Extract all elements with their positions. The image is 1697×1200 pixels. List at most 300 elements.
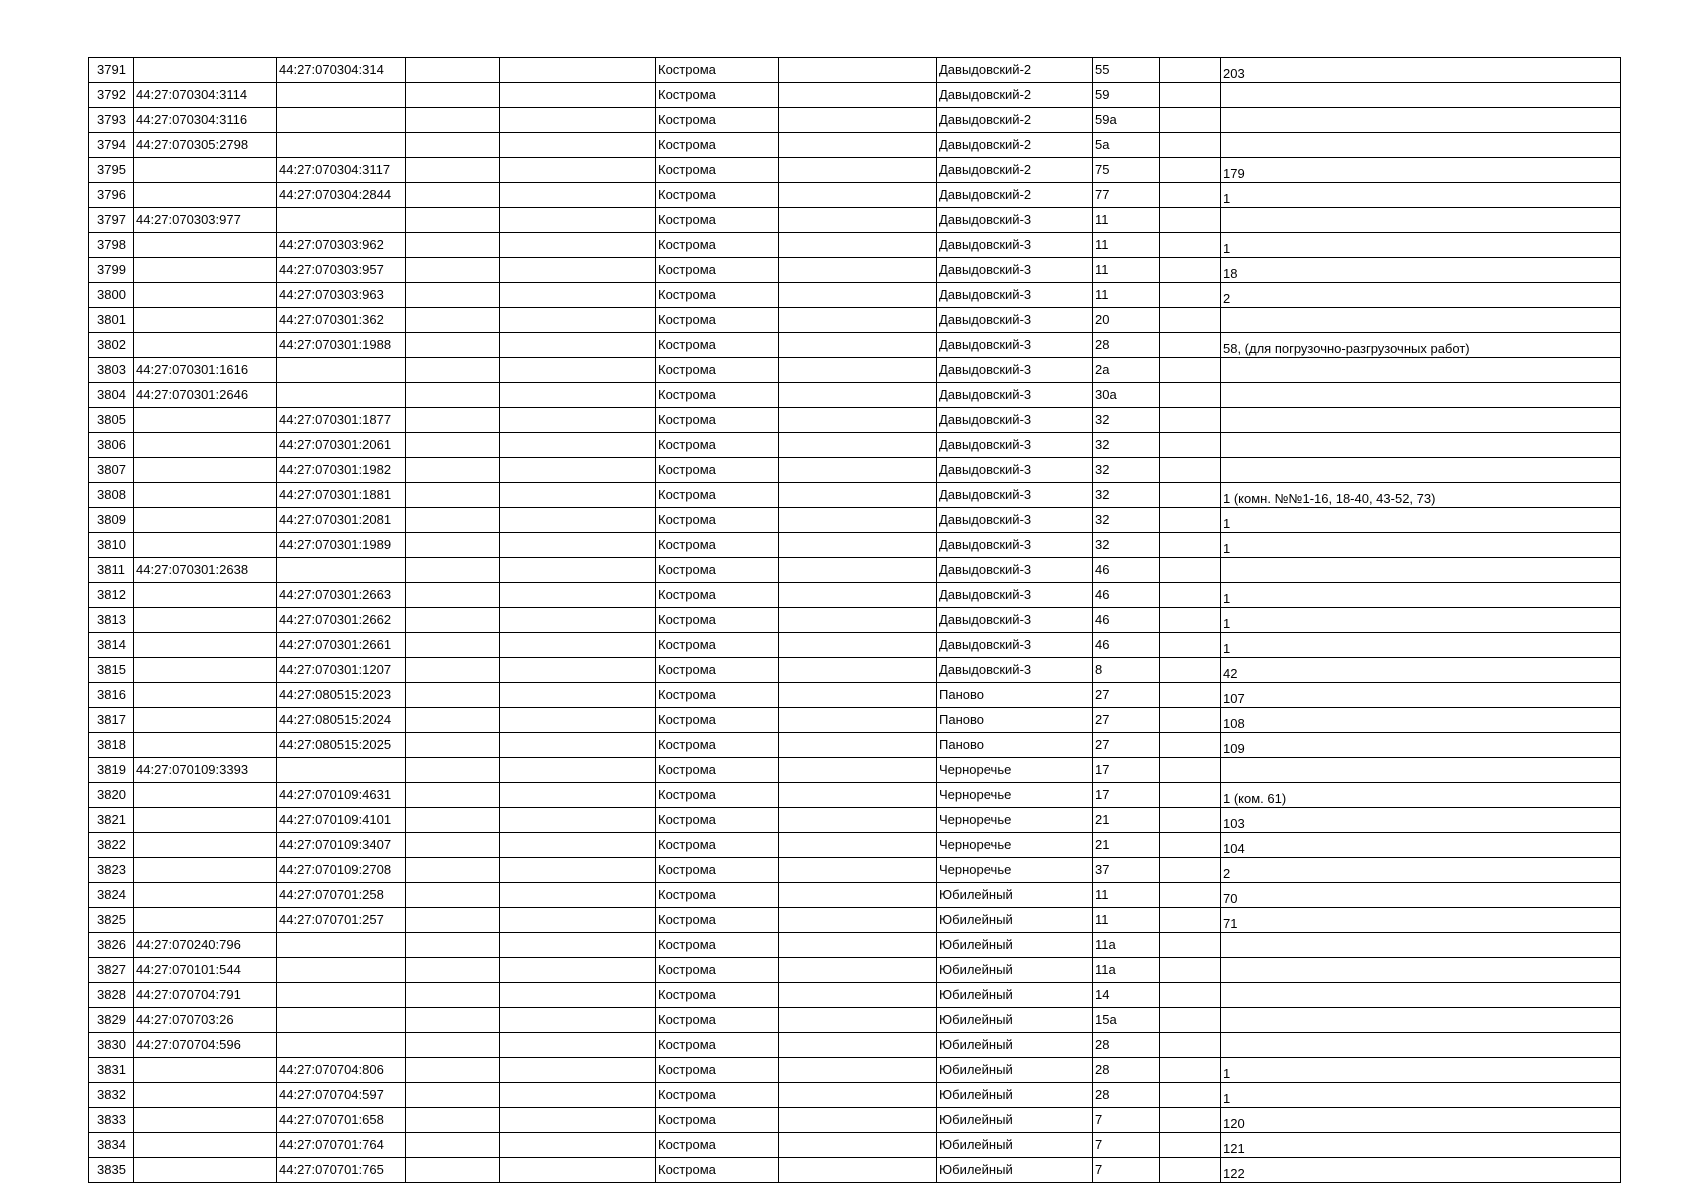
city-cell: Кострома [656,1058,779,1083]
record-number-cell: 3811 [89,558,134,583]
empty-cell [779,408,937,433]
record-number-cell: 3813 [89,608,134,633]
empty-cell [1160,158,1221,183]
street-cell: Давыдовский-2 [937,133,1093,158]
premises-cadastral-number-cell: 44:27:070301:1881 [277,483,406,508]
house-number-cell: 32 [1093,483,1160,508]
empty-cell [779,808,937,833]
city-cell: Кострома [656,658,779,683]
street-cell: Юбилейный [937,883,1093,908]
premises-number-cell: 109 [1221,733,1621,758]
empty-cell [406,808,500,833]
empty-cell [500,233,656,258]
premises-cadastral-number-cell: 44:27:070301:362 [277,308,406,333]
empty-cell [406,158,500,183]
house-number-cell: 30а [1093,383,1160,408]
premises-cadastral-number-cell: 44:27:070109:2708 [277,858,406,883]
city-cell: Кострома [656,1083,779,1108]
premises-number-cell: 18 [1221,258,1621,283]
empty-cell [1160,883,1221,908]
empty-cell [779,1108,937,1133]
empty-cell [1160,683,1221,708]
empty-cell [1160,408,1221,433]
city-cell: Кострома [656,558,779,583]
table-row [89,1008,1621,1033]
empty-cell [1160,183,1221,208]
cadastral-number-cell [134,658,277,683]
house-number-cell: 75 [1093,158,1160,183]
street-cell: Давыдовский-3 [937,658,1093,683]
premises-number-cell: 42 [1221,658,1621,683]
premises-number-cell [1221,983,1621,1008]
empty-cell [500,333,656,358]
street-cell: Юбилейный [937,908,1093,933]
table-row [89,483,1621,508]
empty-cell [779,733,937,758]
empty-cell [500,808,656,833]
premises-number-cell: 122 [1221,1158,1621,1183]
street-cell: Юбилейный [937,1158,1093,1183]
empty-cell [779,1058,937,1083]
register-table [88,57,1621,1183]
cadastral-number-cell [134,633,277,658]
record-number-cell: 3799 [89,258,134,283]
empty-cell [779,208,937,233]
city-cell: Кострома [656,233,779,258]
street-cell: Юбилейный [937,1108,1093,1133]
premises-cadastral-number-cell: 44:27:070109:4101 [277,808,406,833]
empty-cell [779,83,937,108]
empty-cell [779,558,937,583]
premises-number-cell: 1 [1221,183,1621,208]
empty-cell [779,1133,937,1158]
table-row [89,1033,1621,1058]
table-row [89,158,1621,183]
city-cell: Кострома [656,883,779,908]
record-number-cell: 3806 [89,433,134,458]
record-number-cell: 3805 [89,408,134,433]
empty-cell [779,458,937,483]
empty-cell [406,183,500,208]
empty-cell [406,258,500,283]
premises-cadastral-number-cell [277,758,406,783]
street-cell: Черноречье [937,858,1093,883]
house-number-cell: 32 [1093,433,1160,458]
house-number-cell: 15а [1093,1008,1160,1033]
premises-number-cell [1221,208,1621,233]
empty-cell [500,683,656,708]
house-number-cell: 28 [1093,333,1160,358]
empty-cell [779,783,937,808]
premises-number-cell [1221,933,1621,958]
premises-cadastral-number-cell [277,83,406,108]
table-row [89,633,1621,658]
premises-number-cell [1221,758,1621,783]
premises-cadastral-number-cell: 44:27:070701:764 [277,1133,406,1158]
house-number-cell: 11 [1093,883,1160,908]
table-row [89,558,1621,583]
empty-cell [1160,833,1221,858]
table-row [89,533,1621,558]
city-cell: Кострома [656,833,779,858]
empty-cell [500,908,656,933]
street-cell: Давыдовский-3 [937,583,1093,608]
record-number-cell: 3835 [89,1158,134,1183]
empty-cell [779,133,937,158]
city-cell: Кострома [656,208,779,233]
street-cell: Юбилейный [937,983,1093,1008]
cadastral-number-cell: 44:27:070301:1616 [134,358,277,383]
city-cell: Кострома [656,183,779,208]
premises-number-cell: 1 (ком. 61) [1221,783,1621,808]
cadastral-number-cell: 44:27:070304:3116 [134,108,277,133]
empty-cell [406,758,500,783]
city-cell: Кострома [656,908,779,933]
cadastral-number-cell [134,1108,277,1133]
premises-cadastral-number-cell [277,1008,406,1033]
street-cell: Давыдовский-3 [937,383,1093,408]
premises-number-cell [1221,308,1621,333]
empty-cell [500,758,656,783]
premises-number-cell: 107 [1221,683,1621,708]
table-row [89,283,1621,308]
empty-cell [406,483,500,508]
premises-number-cell [1221,958,1621,983]
empty-cell [406,633,500,658]
city-cell: Кострома [656,58,779,83]
premises-cadastral-number-cell: 44:27:070301:2061 [277,433,406,458]
empty-cell [406,308,500,333]
city-cell: Кострома [656,1133,779,1158]
cadastral-number-cell [134,433,277,458]
city-cell: Кострома [656,433,779,458]
street-cell: Давыдовский-3 [937,633,1093,658]
empty-cell [406,658,500,683]
premises-cadastral-number-cell: 44:27:070701:258 [277,883,406,908]
cadastral-number-cell [134,283,277,308]
empty-cell [406,933,500,958]
city-cell: Кострома [656,458,779,483]
cadastral-number-cell [134,1158,277,1183]
empty-cell [406,1083,500,1108]
empty-cell [1160,208,1221,233]
street-cell: Давыдовский-3 [937,233,1093,258]
table-row [89,733,1621,758]
empty-cell [779,1083,937,1108]
house-number-cell: 5а [1093,133,1160,158]
cadastral-number-cell: 44:27:070304:3114 [134,83,277,108]
house-number-cell: 28 [1093,1033,1160,1058]
empty-cell [500,1008,656,1033]
record-number-cell: 3808 [89,483,134,508]
record-number-cell: 3832 [89,1083,134,1108]
table-row [89,1133,1621,1158]
empty-cell [1160,308,1221,333]
empty-cell [500,433,656,458]
empty-cell [1160,433,1221,458]
street-cell: Давыдовский-2 [937,183,1093,208]
city-cell: Кострома [656,1108,779,1133]
street-cell: Черноречье [937,758,1093,783]
table-row [89,183,1621,208]
empty-cell [406,1133,500,1158]
premises-cadastral-number-cell: 44:27:070704:806 [277,1058,406,1083]
premises-cadastral-number-cell: 44:27:070109:4631 [277,783,406,808]
record-number-cell: 3819 [89,758,134,783]
premises-number-cell [1221,133,1621,158]
empty-cell [500,483,656,508]
street-cell: Давыдовский-3 [937,508,1093,533]
empty-cell [500,883,656,908]
table-row [89,708,1621,733]
record-number-cell: 3797 [89,208,134,233]
premises-cadastral-number-cell: 44:27:070701:257 [277,908,406,933]
record-number-cell: 3800 [89,283,134,308]
empty-cell [500,58,656,83]
empty-cell [406,1158,500,1183]
empty-cell [1160,533,1221,558]
cadastral-number-cell: 44:27:070704:596 [134,1033,277,1058]
cadastral-number-cell [134,1058,277,1083]
record-number-cell: 3794 [89,133,134,158]
house-number-cell: 37 [1093,858,1160,883]
empty-cell [779,283,937,308]
premises-number-cell: 1 [1221,608,1621,633]
empty-cell [500,708,656,733]
city-cell: Кострома [656,108,779,133]
cadastral-number-cell [134,908,277,933]
empty-cell [406,1033,500,1058]
empty-cell [500,308,656,333]
cadastral-number-cell [134,58,277,83]
premises-cadastral-number-cell: 44:27:070301:1207 [277,658,406,683]
empty-cell [779,858,937,883]
empty-cell [1160,1108,1221,1133]
empty-cell [779,958,937,983]
premises-cadastral-number-cell: 44:27:070301:2663 [277,583,406,608]
empty-cell [1160,658,1221,683]
cadastral-number-cell [134,1133,277,1158]
empty-cell [1160,583,1221,608]
premises-number-cell: 70 [1221,883,1621,908]
cadastral-number-cell [134,233,277,258]
empty-cell [500,1158,656,1183]
premises-cadastral-number-cell [277,558,406,583]
table-row [89,233,1621,258]
city-cell: Кострома [656,608,779,633]
city-cell: Кострома [656,633,779,658]
empty-cell [500,1058,656,1083]
house-number-cell: 21 [1093,808,1160,833]
premises-number-cell: 103 [1221,808,1621,833]
empty-cell [779,508,937,533]
empty-cell [500,983,656,1008]
table-row [89,358,1621,383]
premises-number-cell: 1 [1221,233,1621,258]
premises-cadastral-number-cell: 44:27:070704:597 [277,1083,406,1108]
record-number-cell: 3825 [89,908,134,933]
empty-cell [406,533,500,558]
record-number-cell: 3828 [89,983,134,1008]
cadastral-number-cell [134,733,277,758]
cadastral-number-cell [134,183,277,208]
empty-cell [779,158,937,183]
table-row [89,983,1621,1008]
table-row [89,608,1621,633]
city-cell: Кострома [656,683,779,708]
premises-number-cell: 1 [1221,1058,1621,1083]
street-cell: Давыдовский-3 [937,208,1093,233]
cadastral-number-cell: 44:27:070301:2646 [134,383,277,408]
street-cell: Паново [937,683,1093,708]
register-sheet [88,57,1620,1183]
table-row [89,108,1621,133]
empty-cell [1160,558,1221,583]
empty-cell [500,83,656,108]
premises-number-cell: 1 [1221,508,1621,533]
empty-cell [779,583,937,608]
empty-cell [500,158,656,183]
city-cell: Кострома [656,308,779,333]
empty-cell [406,433,500,458]
empty-cell [779,58,937,83]
table-row [89,583,1621,608]
empty-cell [406,208,500,233]
house-number-cell: 55 [1093,58,1160,83]
house-number-cell: 27 [1093,683,1160,708]
street-cell: Давыдовский-2 [937,108,1093,133]
house-number-cell: 7 [1093,1133,1160,1158]
record-number-cell: 3791 [89,58,134,83]
house-number-cell: 21 [1093,833,1160,858]
premises-cadastral-number-cell: 44:27:070304:2844 [277,183,406,208]
empty-cell [779,908,937,933]
premises-cadastral-number-cell [277,958,406,983]
premises-cadastral-number-cell [277,108,406,133]
empty-cell [406,883,500,908]
empty-cell [406,583,500,608]
empty-cell [406,558,500,583]
premises-number-cell: 121 [1221,1133,1621,1158]
premises-cadastral-number-cell: 44:27:070301:1877 [277,408,406,433]
empty-cell [406,783,500,808]
table-row [89,433,1621,458]
house-number-cell: 14 [1093,983,1160,1008]
premises-cadastral-number-cell: 44:27:070109:3407 [277,833,406,858]
premises-number-cell [1221,1008,1621,1033]
empty-cell [406,608,500,633]
cadastral-number-cell: 44:27:070109:3393 [134,758,277,783]
premises-cadastral-number-cell [277,133,406,158]
empty-cell [406,333,500,358]
house-number-cell: 11 [1093,283,1160,308]
premises-number-cell: 203 [1221,58,1621,83]
premises-cadastral-number-cell: 44:27:080515:2025 [277,733,406,758]
record-number-cell: 3817 [89,708,134,733]
cadastral-number-cell [134,483,277,508]
city-cell: Кострома [656,758,779,783]
empty-cell [406,958,500,983]
premises-cadastral-number-cell: 44:27:070303:957 [277,258,406,283]
empty-cell [779,183,937,208]
street-cell: Давыдовский-3 [937,458,1093,483]
empty-cell [1160,233,1221,258]
empty-cell [1160,608,1221,633]
table-row [89,508,1621,533]
empty-cell [779,108,937,133]
empty-cell [779,1158,937,1183]
house-number-cell: 59а [1093,108,1160,133]
record-number-cell: 3821 [89,808,134,833]
empty-cell [500,583,656,608]
record-number-cell: 3816 [89,683,134,708]
house-number-cell: 59 [1093,83,1160,108]
street-cell: Паново [937,733,1093,758]
record-number-cell: 3834 [89,1133,134,1158]
record-number-cell: 3815 [89,658,134,683]
empty-cell [500,1083,656,1108]
premises-number-cell: 1 [1221,583,1621,608]
record-number-cell: 3818 [89,733,134,758]
cadastral-number-cell: 44:27:070305:2798 [134,133,277,158]
premises-cadastral-number-cell: 44:27:080515:2023 [277,683,406,708]
empty-cell [1160,758,1221,783]
register-body [89,58,1621,1183]
premises-cadastral-number-cell [277,358,406,383]
city-cell: Кострома [656,158,779,183]
empty-cell [406,908,500,933]
table-row [89,383,1621,408]
record-number-cell: 3803 [89,358,134,383]
empty-cell [1160,908,1221,933]
house-number-cell: 11а [1093,958,1160,983]
premises-number-cell [1221,83,1621,108]
empty-cell [1160,1158,1221,1183]
cadastral-number-cell [134,333,277,358]
empty-cell [779,533,937,558]
table-row [89,958,1621,983]
empty-cell [1160,1008,1221,1033]
street-cell: Давыдовский-3 [937,558,1093,583]
record-number-cell: 3814 [89,633,134,658]
cadastral-number-cell [134,858,277,883]
empty-cell [500,133,656,158]
record-number-cell: 3802 [89,333,134,358]
cadastral-number-cell [134,458,277,483]
table-row [89,133,1621,158]
cadastral-number-cell: 44:27:070703:26 [134,1008,277,1033]
city-cell: Кострома [656,958,779,983]
table-row [89,758,1621,783]
empty-cell [500,633,656,658]
empty-cell [779,683,937,708]
street-cell: Юбилейный [937,1133,1093,1158]
empty-cell [1160,133,1221,158]
house-number-cell: 32 [1093,458,1160,483]
house-number-cell: 17 [1093,783,1160,808]
house-number-cell: 46 [1093,633,1160,658]
record-number-cell: 3831 [89,1058,134,1083]
record-number-cell: 3820 [89,783,134,808]
empty-cell [406,233,500,258]
empty-cell [406,133,500,158]
city-cell: Кострома [656,258,779,283]
empty-cell [1160,1058,1221,1083]
house-number-cell: 8 [1093,658,1160,683]
empty-cell [406,683,500,708]
empty-cell [406,408,500,433]
empty-cell [779,1033,937,1058]
